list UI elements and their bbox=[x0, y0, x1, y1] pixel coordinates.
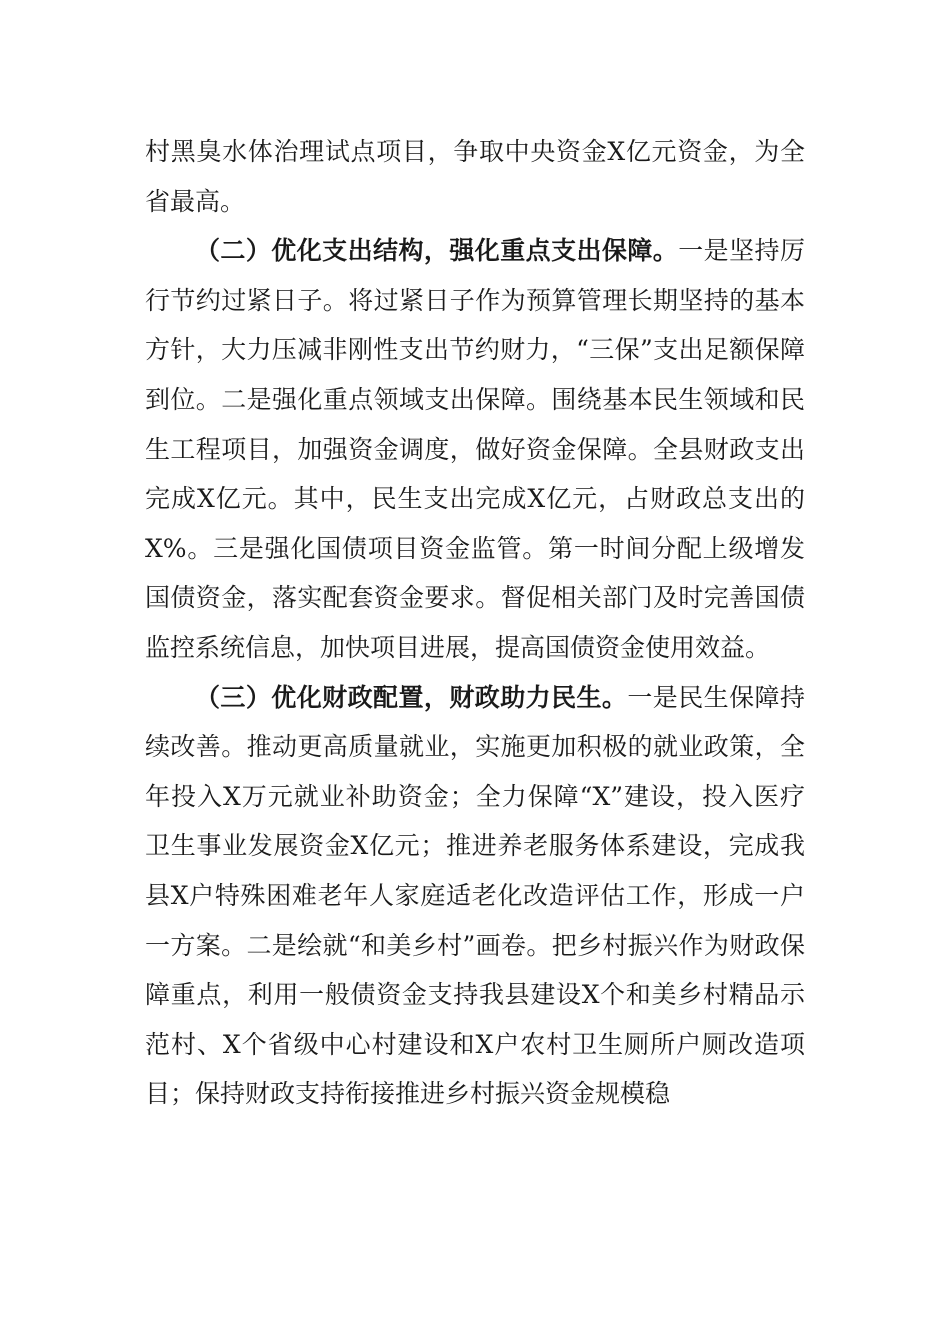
section-heading: （二）优化支出结构，强化重点支出保障。 bbox=[195, 236, 679, 266]
paragraph-section-2 bbox=[145, 226, 805, 672]
paragraph-body: 一是民生保障持续改善。推动更高质量就业，实施更加积极的就业政策，全年投入X万元就业补助资金；全力保障“X”建设，投入医疗卫生事业发展资金X亿元；推进养老服务体系建设，完成我县X户特殊困难老年人家庭适老化改造评估工作，形成一户一方案。二是绘就“和美乡村”画卷。把乡村振兴作为财政保障重点，利用一般债资金支持我县建设X个和美乡村精品示范村、X个省级中心村建设和X户农村卫生厕所户厕改造项目；保持财政支持衔接推进乡村振兴资金规模稳 bbox=[145, 682, 805, 1109]
section-heading: （三）优化财政配置，财政助力民生。 bbox=[195, 682, 628, 712]
paragraph-section-3 bbox=[145, 673, 805, 1119]
paragraph-continuation bbox=[145, 127, 805, 226]
paragraph-body: 村黑臭水体治理试点项目，争取中央资金X亿元资金，为全省最高。 bbox=[145, 137, 805, 216]
document-page bbox=[145, 127, 805, 1119]
paragraph-body: 一是坚持厉行节约过紧日子。将过紧日子作为预算管理长期坚持的基本方针，大力压减非刚性支出节约财力，“三保”支出足额保障到位。二是强化重点领域支出保障。围绕基本民生领域和民生工程项目，加强资金调度，做好资金保障。全县财政支出完成X亿元。其中，民生支出完成X亿元，占财政总支出的X%。三是强化国债项目资金监管。第一时间分配上级增发国债资金，落实配套资金要求。督促相关部门及时完善国债监控系统信息，加快项目进展，提高国债资金使用效益。 bbox=[145, 236, 805, 662]
